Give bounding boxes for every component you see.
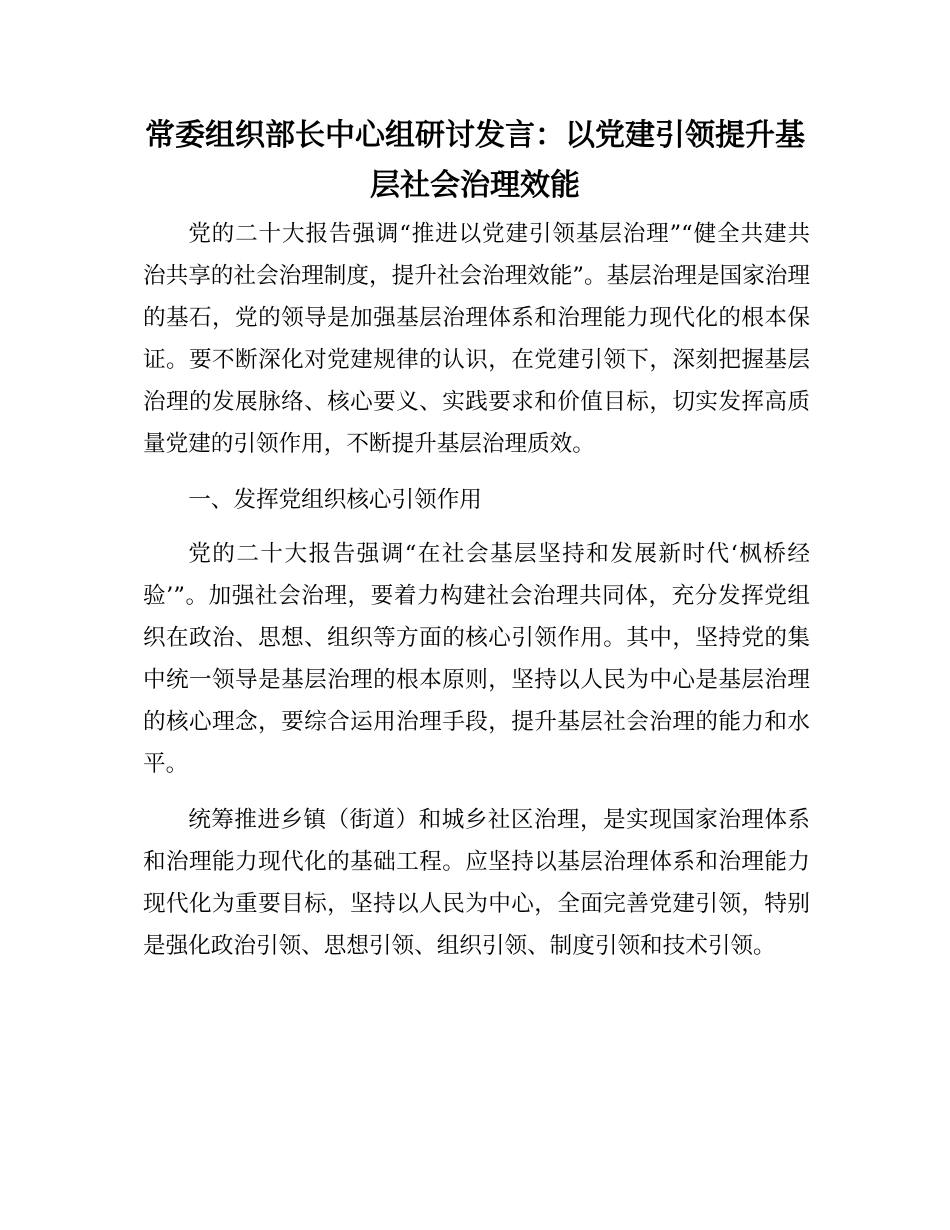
document-body — [143, 213, 810, 981]
document-title: 常委组织部长中心组研讨发言：以党建引领提升基层社会治理效能 — [145, 118, 805, 203]
intro-paragraph: 党的二十大报告强调“推进以党建引领基层治理”“健全共建共治共享的社会治理制度，提升社会治理效能”。基层治理是国家治理的基石，党的领导是加强基层治理体系和治理能力现代化的根本保证。要不断深化对党建规律的认识，在党建引领下，深刻把握基层治理的发展脉络、核心要义、实践要求和价值目标，切实发挥高质量党建的引领作用，不断提升基层治理质效。 — [143, 221, 810, 457]
section-heading-1: 一、发挥党组织核心引领作用 — [188, 487, 482, 513]
body-paragraph-3: 统筹推进乡镇（街道）和城乡社区治理，是实现国家治理体系和治理能力现代化的基础工程。应坚持以基层治理体系和治理能力现代化为重要目标，坚持以人民为中心，全面完善党建引领，特别是强化政治引领、思想引领、组织引领、制度引领和技术引领。 — [143, 807, 810, 959]
body-paragraph-2: 党的二十大报告强调“在社会基层坚持和发展新时代‘枫桥经验’”。加强社会治理，要着力构建社会治理共同体，充分发挥党组织在政治、思想、组织等方面的核心引领作用。其中，坚持党的集中统一领导是基层治理的根本原则，坚持以人民为中心是基层治理的核心理念，要综合运用治理手段，提升基层社会治理的能力和水平。 — [143, 541, 810, 777]
